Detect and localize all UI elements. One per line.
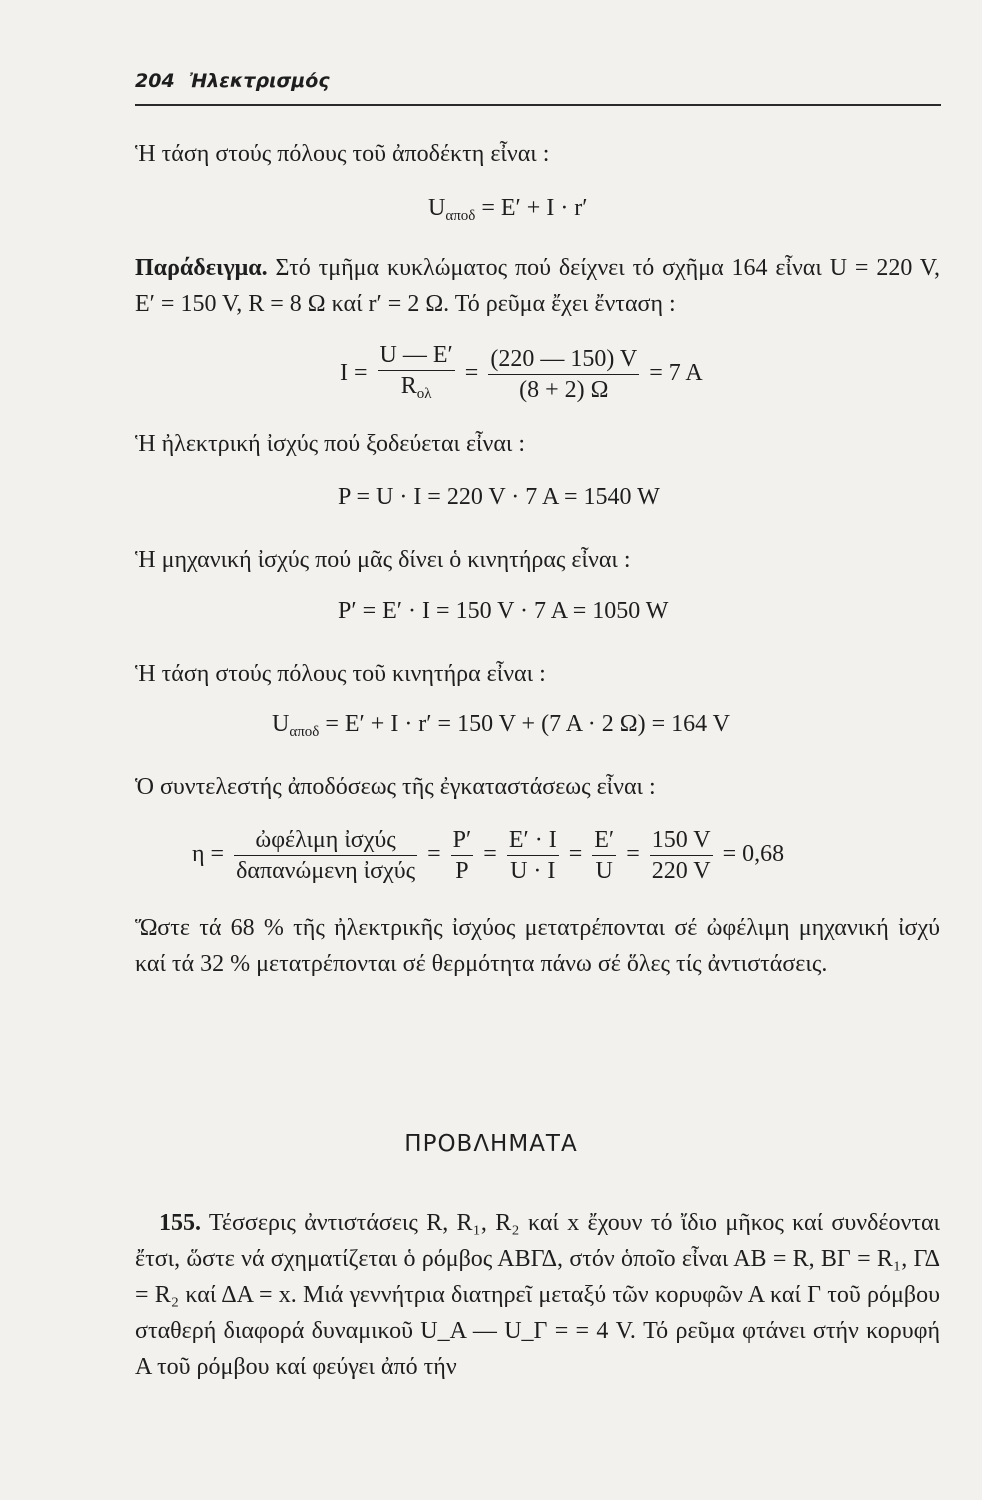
formula-lhs: U [428, 195, 446, 221]
formula-rhs: = E′ + I · r′ [481, 195, 588, 221]
fraction-ei-over-ui [507, 825, 559, 886]
paragraph-mechanical-power: Ἡ μηχανική ἰσχύς πού μᾶς δίνει ὁ κινητήρας εἶναι : [135, 547, 631, 573]
fraction-current-numeric [488, 344, 639, 405]
fraction-numerator: ὠφέλιμη ἰσχύς [234, 825, 417, 856]
paragraph-efficiency: Ὁ συντελεστής ἀποδόσεως τῆς ἐγκαταστάσεως εἶναι : [135, 774, 656, 800]
fraction-denominator: δαπανώμενη ἰσχύς [236, 858, 416, 884]
fraction-numerator: P′ [451, 825, 474, 856]
fraction-numerator: E′ · I [507, 825, 559, 856]
formula-mechanical-power: P′ = E′ · I = 150 V · 7 A = 1050 W [338, 598, 669, 624]
example-lead: Παράδειγμα. [135, 255, 268, 281]
fraction-denominator: U · I [510, 858, 556, 884]
fraction-power-ratio [451, 825, 474, 886]
formula-receiver-voltage [428, 195, 588, 225]
formula-current [340, 340, 703, 409]
fraction-useful-over-spent [234, 825, 417, 886]
denominator-subscript: ολ [416, 386, 432, 402]
paragraph-receiver-voltage: Ἡ τάση στούς πόλους τοῦ ἀποδέκτη εἶναι : [135, 141, 550, 167]
paragraph-electric-power: Ἡ ἠλεκτρική ἰσχύς πού ξοδεύεται εἶναι : [135, 431, 526, 457]
formula-current-lhs: I = [340, 360, 368, 387]
fraction-e-over-u [592, 825, 616, 886]
equals-sign: = [464, 360, 479, 387]
formula-rhs: = E′ + I · r′ = 150 V + (7 A · 2 Ω) = 164 V [325, 711, 731, 737]
paragraph-example [135, 250, 940, 322]
fraction-denominator: (8 + 2) Ω [519, 377, 609, 403]
equals-sign: = [626, 841, 640, 868]
fraction-denominator: 220 V [651, 858, 711, 884]
equals-sign: = [427, 841, 441, 868]
fraction-current-symbolic [378, 340, 455, 409]
formula-current-result: = 7 A [649, 360, 703, 387]
header-rule [135, 104, 941, 106]
problem-number: 155. [159, 1210, 201, 1236]
fraction-numerator: E′ [592, 825, 616, 856]
problem-text: Τέσσερις ἀντιστάσεις R, R₁, R₂ καί x ἔχουν τό ἴδιο μῆκος καί συνδέονται ἔτσι, ὥστε νά σχηματίζεται ὁ ρόμβος ΑΒΓΔ, στόν ὁποῖο εἶναι ΑΒ = R, ΒΓ = R₁, ΓΔ = R₂ καί ΔΑ = x. Μιά γεννήτρια διατηρεῖ μεταξύ τῶν κορυφῶν Α καί Γ τοῦ ρόμβου σταθερή διαφορά δυναμικοῦ U_A — U_Γ = = 4 V. Τό ρεῦμα φτάνει στήν κορυφή Α τοῦ ρόμβου καί φεύγει ἀπό τήν [135, 1210, 940, 1380]
example-text: Στό τμῆμα κυκλώματος πού δείχνει τό σχῆμα 164 εἶναι U = 220 V, E′ = 150 V, R = 8 Ω καί r′ = 2 Ω. Τό ρεῦμα ἔχει ἔνταση : [135, 255, 940, 317]
fraction-denominator [378, 371, 455, 409]
paragraph-motor-voltage: Ἡ τάση στούς πόλους τοῦ κινητήρα εἶναι : [135, 661, 546, 687]
formula-lhs: U [272, 711, 290, 737]
fraction-numerator: 150 V [650, 825, 713, 856]
formula-lhs-subscript: αποδ [289, 724, 320, 740]
denominator-symbol: R [400, 373, 417, 399]
chapter-title: Ἠλεκτρισμός [189, 70, 330, 92]
fraction-numerator: (220 — 150) V [488, 344, 639, 375]
formula-motor-voltage [272, 711, 730, 741]
page-number: 204 [135, 70, 175, 92]
equals-sign: = [483, 841, 497, 868]
section-heading-problems: ΠΡΟΒΛΗΜΑΤΑ [404, 1131, 578, 1157]
equals-sign: = [568, 841, 583, 868]
fraction-numerator: U — E′ [378, 340, 455, 371]
formula-lhs-subscript: αποδ [445, 208, 476, 224]
running-header [135, 70, 940, 92]
paragraph-conclusion: Ὥστε τά 68 % τῆς ἠλεκτρικῆς ἰσχύος μετατρέπονται σέ ὠφέλιμη μηχανική ἰσχύ καί τά 32 % μετατρέπονται σέ θερμότητα πάνω σέ ὅλες τίς ἀντιστάσεις. [135, 915, 940, 977]
fraction-denominator: P [455, 858, 469, 884]
formula-efficiency [192, 825, 784, 886]
fraction-numeric-efficiency [650, 825, 713, 886]
problem-155 [135, 1205, 940, 1385]
fraction-denominator: U [595, 858, 613, 884]
formula-electric-power: P = U · I = 220 V · 7 A = 1540 W [338, 484, 660, 510]
formula-efficiency-lhs: η = [192, 841, 225, 868]
formula-efficiency-result: = 0,68 [722, 841, 785, 868]
